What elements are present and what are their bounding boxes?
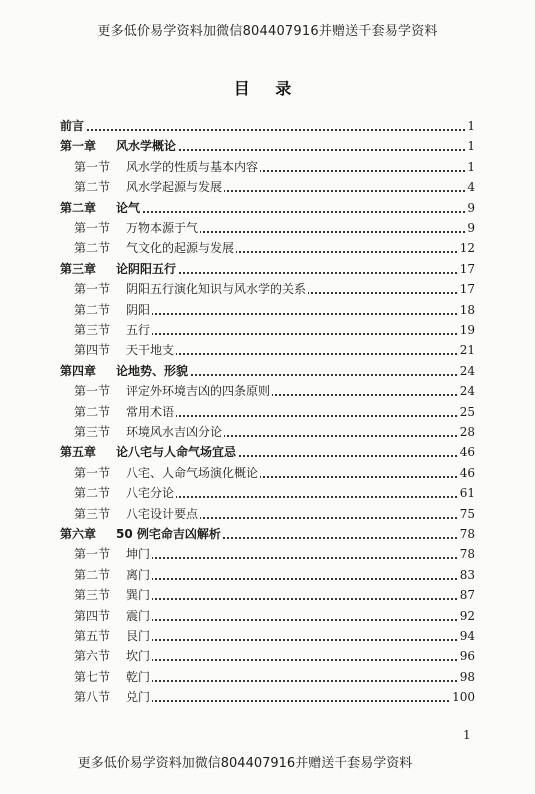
toc-entry-label bbox=[74, 340, 176, 360]
toc-section-row[interactable] bbox=[0, 463, 535, 483]
toc-entry-label bbox=[60, 361, 190, 381]
toc-entry-page: 12 bbox=[458, 238, 475, 258]
toc-entry-title: 兑门 bbox=[126, 690, 151, 705]
toc-entry-title: 巽门 bbox=[126, 588, 151, 603]
toc-chapter-row[interactable] bbox=[0, 136, 535, 156]
toc-section-row[interactable] bbox=[0, 177, 535, 197]
toc-entry-number: 第六节 bbox=[74, 649, 111, 664]
toc-entry-number: 第一章 bbox=[60, 139, 97, 154]
page-title: 目 录 bbox=[233, 79, 302, 98]
toc-entry-page: 61 bbox=[458, 483, 475, 503]
toc-dot-leader bbox=[62, 129, 473, 131]
toc-section-row[interactable] bbox=[0, 483, 535, 503]
toc-entry-title: 坎门 bbox=[126, 649, 151, 664]
toc-section-row[interactable] bbox=[0, 381, 535, 401]
toc-entry-page: 92 bbox=[458, 606, 475, 626]
toc-entry-page: 25 bbox=[458, 402, 475, 422]
toc-section-row[interactable] bbox=[0, 606, 535, 626]
toc-entry-number: 第二节 bbox=[74, 180, 111, 195]
toc-section-row[interactable] bbox=[0, 544, 535, 564]
toc-section-row[interactable] bbox=[0, 320, 535, 340]
toc-section-row[interactable] bbox=[0, 504, 535, 524]
toc-entry-number: 第二节 bbox=[74, 486, 111, 501]
toc-section-row[interactable] bbox=[0, 565, 535, 585]
toc-entry-page: 21 bbox=[458, 340, 475, 360]
toc-section-row[interactable] bbox=[0, 646, 535, 666]
toc-section-row[interactable] bbox=[0, 218, 535, 238]
toc-entry-number: 第二节 bbox=[74, 567, 111, 582]
toc-entry-title: 常用术语 bbox=[126, 404, 175, 419]
toc-section-row[interactable] bbox=[0, 157, 535, 177]
toc-entry-page: 28 bbox=[458, 422, 475, 442]
toc-entry-title: 阴阳 bbox=[126, 302, 151, 317]
toc-entry-page: 9 bbox=[465, 218, 475, 238]
toc-entry-title: 坤门 bbox=[126, 547, 151, 562]
toc-entry-title: 天干地支 bbox=[126, 343, 175, 358]
toc-entry-page: 17 bbox=[458, 259, 475, 279]
toc-entry-title: 八宅分论 bbox=[126, 486, 175, 501]
toc-entry-title: 八宅设计要点 bbox=[126, 506, 199, 521]
toc-entry-page: 17 bbox=[458, 279, 475, 299]
toc-entry-label bbox=[74, 504, 200, 524]
toc-entry-label bbox=[74, 218, 200, 238]
toc-entry-number: 第一节 bbox=[74, 282, 111, 297]
toc-section-row[interactable] bbox=[0, 667, 535, 687]
toc-entry-number: 第四章 bbox=[60, 363, 97, 378]
toc-entry-page: 78 bbox=[458, 544, 475, 564]
toc-entry-title: 八宅、人命气场演化概论 bbox=[126, 465, 259, 480]
toc-entry-number: 第八节 bbox=[74, 690, 111, 705]
toc-entry-label bbox=[74, 483, 176, 503]
toc-entry-title: 气文化的起源与发展 bbox=[126, 241, 235, 256]
toc-section-row[interactable] bbox=[0, 402, 535, 422]
toc-entry-title: 评定外环境吉凶的四条原则 bbox=[126, 384, 271, 399]
toc-entry-label bbox=[60, 442, 238, 462]
toc-entry-page: 46 bbox=[458, 463, 475, 483]
toc-entry-number: 第三节 bbox=[74, 323, 111, 337]
header-banner: 更多低价易学资料加微信804407916并赠送千套易学资料 bbox=[97, 24, 438, 39]
toc-entry-label bbox=[60, 198, 142, 218]
toc-entry-number: 第一节 bbox=[74, 221, 111, 235]
toc-entry-page: 19 bbox=[458, 320, 475, 340]
toc-entry-page: 98 bbox=[458, 667, 475, 687]
toc-entry-label bbox=[74, 606, 152, 626]
toc-entry-title: 震门 bbox=[126, 608, 151, 623]
toc-entry-page: 96 bbox=[458, 646, 475, 666]
toc-section-row[interactable] bbox=[0, 422, 535, 442]
toc-entry-label bbox=[74, 177, 224, 197]
toc-entry-page: 4 bbox=[465, 177, 475, 197]
toc-entry-page: 24 bbox=[458, 361, 475, 381]
toc-entry-number: 第五章 bbox=[60, 445, 97, 460]
toc-entry-page: 1 bbox=[465, 136, 475, 156]
toc-entry-page: 83 bbox=[458, 565, 475, 585]
toc-entry-number: 第三节 bbox=[74, 506, 111, 521]
toc-section-row[interactable] bbox=[0, 300, 535, 320]
toc-entry-label bbox=[74, 402, 176, 422]
toc-entry-page: 75 bbox=[458, 504, 475, 524]
toc-entry-number: 第七节 bbox=[74, 669, 111, 684]
toc-chapter-row[interactable] bbox=[0, 361, 535, 381]
toc-entry-page: 46 bbox=[458, 442, 475, 462]
toc-entry-label bbox=[74, 300, 152, 320]
toc-entry-page: 87 bbox=[458, 585, 475, 605]
toc-entry-number: 第四节 bbox=[74, 343, 111, 358]
toc-entry-title: 风水学的性质与基本内容 bbox=[126, 159, 259, 174]
toc-entry-number: 第六章 bbox=[60, 527, 97, 541]
toc-entry-page: 100 bbox=[450, 687, 475, 707]
toc-chapter-row[interactable] bbox=[0, 442, 535, 462]
toc-entry-number: 第二节 bbox=[74, 302, 111, 317]
toc-entry-label bbox=[60, 259, 178, 279]
toc-entry-title: 离门 bbox=[126, 567, 151, 582]
toc-section-row[interactable] bbox=[0, 340, 535, 360]
toc-entry-title: 艮门 bbox=[126, 629, 151, 643]
toc-entry-label bbox=[74, 422, 224, 442]
toc-entry-page: 18 bbox=[458, 300, 475, 320]
toc-entry-label bbox=[60, 524, 223, 544]
toc-entry-number: 第一节 bbox=[74, 159, 111, 174]
page-number: 1 bbox=[463, 728, 471, 742]
toc-entry-title: 五行 bbox=[126, 323, 151, 337]
toc-chapter-row[interactable] bbox=[0, 524, 535, 544]
toc-entry-page: 94 bbox=[458, 626, 475, 646]
toc-entry-title: 论八宅与人命气场宜忌 bbox=[116, 445, 237, 460]
toc-entry-page: 24 bbox=[458, 381, 475, 401]
toc-entry-title: 阴阳五行演化知识与风水学的关系 bbox=[126, 282, 307, 297]
toc-entry-number: 第三节 bbox=[74, 425, 111, 439]
toc-section-row[interactable] bbox=[0, 626, 535, 646]
toc-chapter-row[interactable] bbox=[0, 198, 535, 218]
toc-entry-title: 风水学概论 bbox=[116, 139, 177, 154]
toc-entry-label bbox=[74, 687, 152, 707]
toc-entry-title: 论气 bbox=[116, 200, 141, 215]
toc-entry-number: 第二章 bbox=[60, 200, 97, 215]
toc-entry-title: 前言 bbox=[60, 119, 85, 133]
toc-section-row[interactable] bbox=[0, 279, 535, 299]
toc-entry-number: 第一节 bbox=[74, 384, 111, 399]
toc-entry-number: 第三节 bbox=[74, 588, 111, 603]
toc-entry-title: 论地势、形貌 bbox=[116, 363, 189, 378]
toc-entry-page: 1 bbox=[465, 116, 475, 136]
toc-entry-number: 第二节 bbox=[74, 241, 111, 256]
toc-entry-label bbox=[74, 381, 272, 401]
toc-entry-number: 第四节 bbox=[74, 608, 111, 623]
toc-entry-number: 第一节 bbox=[74, 547, 111, 562]
toc-entry-label bbox=[74, 565, 152, 585]
toc-entry-title: 风水学起源与发展 bbox=[126, 180, 223, 195]
toc-section-row[interactable] bbox=[0, 238, 535, 258]
toc-entry-label bbox=[74, 646, 152, 666]
toc-chapter-row[interactable] bbox=[0, 259, 535, 279]
toc-entry-label bbox=[74, 157, 260, 177]
toc-section-row[interactable] bbox=[0, 687, 535, 707]
toc-entry-number: 第二节 bbox=[74, 404, 111, 419]
footer-banner: 更多低价易学资料加微信804407916并赠送千套易学资料 bbox=[77, 756, 413, 771]
toc-entry-page: 1 bbox=[465, 157, 475, 177]
toc-entry-title: 50 例宅命吉凶解析 bbox=[116, 527, 221, 541]
toc-section-row[interactable] bbox=[0, 585, 535, 605]
table-of-contents bbox=[0, 116, 535, 716]
toc-entry-page: 9 bbox=[465, 198, 475, 218]
toc-entry-number: 第三章 bbox=[60, 261, 97, 276]
toc-entry-title: 论阴阳五行 bbox=[116, 261, 177, 276]
toc-entry-label bbox=[60, 136, 178, 156]
toc-entry-title: 环境风水吉凶分论 bbox=[126, 425, 223, 439]
toc-entry-number: 第五节 bbox=[74, 629, 111, 643]
toc-entry-label bbox=[60, 116, 86, 136]
toc-entry-page: 78 bbox=[458, 524, 475, 544]
toc-entry-label bbox=[74, 238, 236, 258]
toc-entry-label bbox=[74, 279, 308, 299]
toc-entry-label bbox=[74, 544, 152, 564]
toc-chapter-row[interactable] bbox=[0, 116, 535, 136]
toc-entry-title: 万物本源于气 bbox=[126, 221, 199, 235]
toc-entry-number: 第一节 bbox=[74, 465, 111, 480]
toc-entry-label bbox=[74, 320, 152, 340]
toc-entry-label bbox=[74, 463, 260, 483]
toc-entry-label bbox=[74, 585, 152, 605]
toc-entry-label bbox=[74, 626, 152, 646]
toc-entry-title: 乾门 bbox=[126, 669, 151, 684]
toc-entry-label bbox=[74, 667, 152, 687]
